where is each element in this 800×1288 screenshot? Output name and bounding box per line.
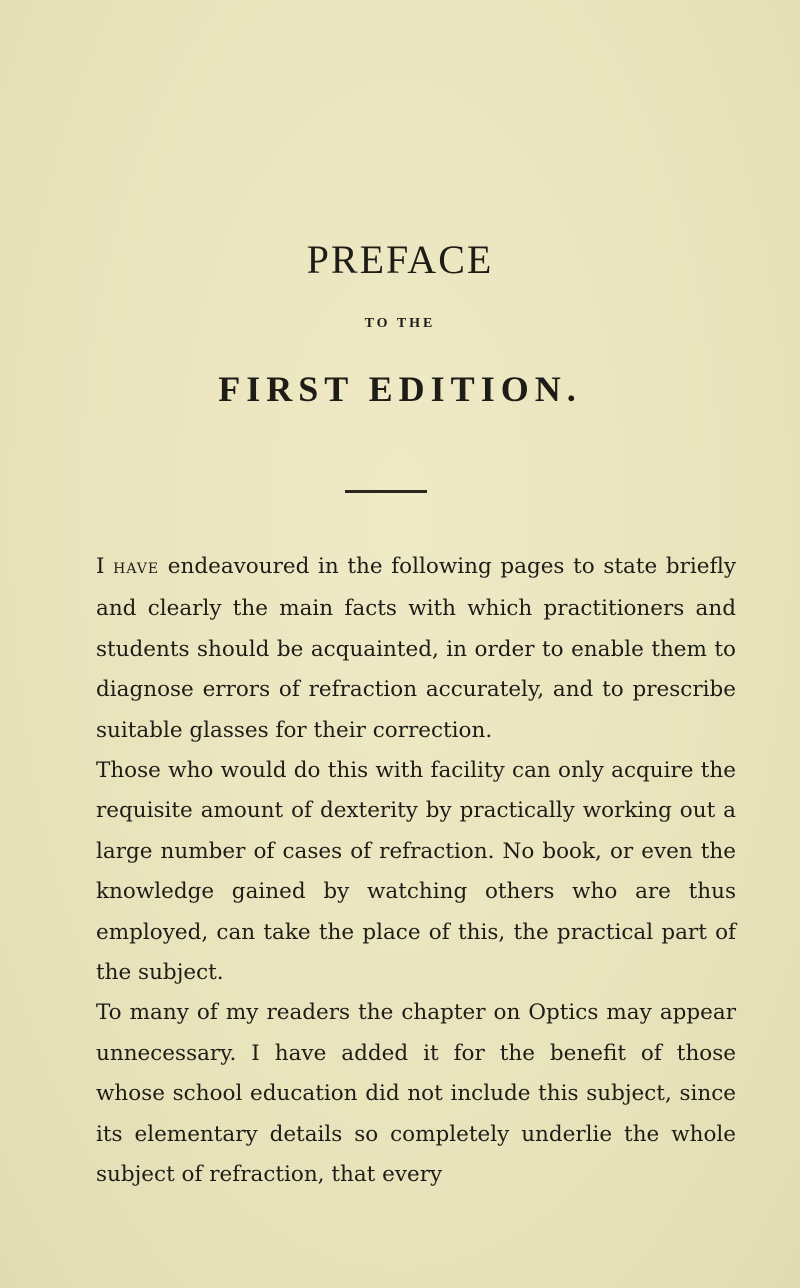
paragraph-3: To many of my readers the chapter on Optics may appear unnecessary. I have added it for the benefit of those whose school education did not include this subject, since its elementary details so completely underlie the whole subject of refraction, that every [96,1000,736,1188]
preface-title: PREFACE [306,237,494,282]
lead-capital: I [96,554,105,579]
lead-small-caps: HAVE [113,561,160,577]
to-the-label: TO THE [364,316,436,331]
paragraph-1-text: endeavoured in the following pages to state briefly and clearly the main facts with which practitioners and students should be acquainted, in order to enable them to diagnose errors of refraction accurately, and to prescribe suitable glasses for their correction. [96,554,736,743]
paragraph-2: Those who would do this with facility can only acquire the requisite amount of dexterity by practically working out a large number of cases of refraction. No book, or even the knowledge gained by watching others who are thus employed, can take the place of this, the practical part of the subject. [96,758,736,986]
paragraph-1 [96,547,736,751]
section-divider [345,490,427,493]
preface-body [96,547,736,1196]
edition-heading: FIRST EDITION. [218,369,582,409]
